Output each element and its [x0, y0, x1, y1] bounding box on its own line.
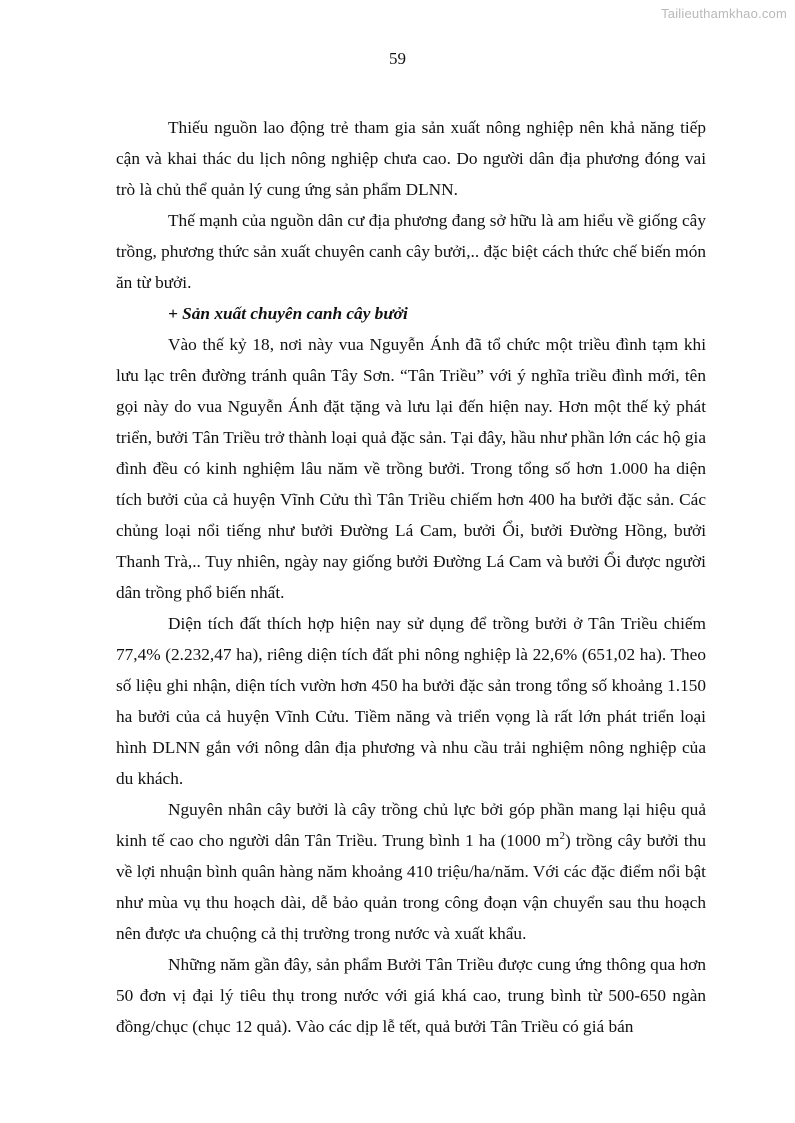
paragraph-history: Vào thế kỷ 18, nơi này vua Nguyễn Ánh đã tổ chức một triều đình tạm khi lưu lạc trên đường tránh quân Tây Sơn. “Tân Triều” với ý nghĩa triều đình mới, tên gọi này do vua Nguyễn Ánh đặt tặng và lưu lại đến hiện nay. Hơn một thế kỷ phát triển, bưởi Tân Triều trở thành loại quả đặc sản. Tại đây, hầu như phần lớn các hộ gia đình đều có kinh nghiệm lâu năm về trồng bưởi. Trong tổng số hơn 1.000 ha diện tích bưởi của cả huyện Vĩnh Cửu thì Tân Triều chiếm hơn 400 ha bưởi đặc sản. Các chủng loại nổi tiếng như bưởi Đường Lá Cam, bưởi Ổi, bưởi Đường Hồng, bưởi Thanh Trà,.. Tuy nhiên, ngày nay giống bưởi Đường Lá Cam và bưởi Ổi được người dân trồng phổ biến nhất. — [116, 335, 706, 602]
paragraph-labor-shortage: Thiếu nguồn lao động trẻ tham gia sản xuất nông nghiệp nên khả năng tiếp cận và khai thác du lịch nông nghiệp chưa cao. Do người dân địa phương đóng vai trò là chủ thể quản lý cung ứng sản phẩm DLNN. — [116, 118, 706, 199]
economic-text-end: ) trồng cây bưởi thu về lợi nhuận bình quân hàng năm khoảng 410 triệu/ha/năm. Với các đặc điểm nổi bật như mùa vụ thu hoạch dài, dễ bảo quản trong công đoạn vận chuyển sau thu hoạch nên được ưa chuộng cả thị trường trong nước và xuất khẩu. — [116, 831, 706, 943]
section-heading: + Sản xuất chuyên canh cây bưởi — [168, 304, 408, 323]
watermark: Tailieuthamkhao.com — [661, 6, 787, 21]
paragraph-distribution: Những năm gần đây, sản phẩm Bưởi Tân Triều được cung ứng thông qua hơn 50 đơn vị đại lý tiêu thụ trong nước với giá khá cao, trung bình từ 500-650 ngàn đồng/chục (chục 12 quả). Vào các dịp lễ tết, quả bưởi Tân Triều có giá bán — [116, 955, 706, 1036]
paragraph-economic-value — [116, 794, 706, 949]
superscript-squared: 2 — [559, 830, 565, 843]
page-number: 59 — [389, 49, 406, 68]
paragraph-land-area: Diện tích đất thích hợp hiện nay sử dụng để trồng bưởi ở Tân Triều chiếm 77,4% (2.232,47 ha), riêng diện tích đất phi nông nghiệp là 22,6% (651,02 ha). Theo số liệu ghi nhận, diện tích vườn hơn 450 ha bưởi đặc sản trong tổng số khoảng 1.150 ha bưởi của cả huyện Vĩnh Cửu. Tiềm năng và triển vọng là rất lớn phát triển loại hình DLNN gắn với nông dân địa phương và nhu cầu trải nghiệm nông nghiệp của du khách. — [116, 614, 706, 788]
economic-text-start: Nguyên nhân cây bưởi là cây trồng chủ lực bởi góp phần mang lại hiệu quả kinh tế cao cho người dân Tân Triều. Trung bình 1 ha (1000 m — [116, 800, 706, 850]
paragraph-local-strength: Thế mạnh của nguồn dân cư địa phương đang sở hữu là am hiểu về giống cây trồng, phương thức sản xuất chuyên canh cây bưởi,.. đặc biệt cách thức chế biến món ăn từ bưởi. — [116, 211, 706, 292]
document-body — [116, 112, 706, 1042]
